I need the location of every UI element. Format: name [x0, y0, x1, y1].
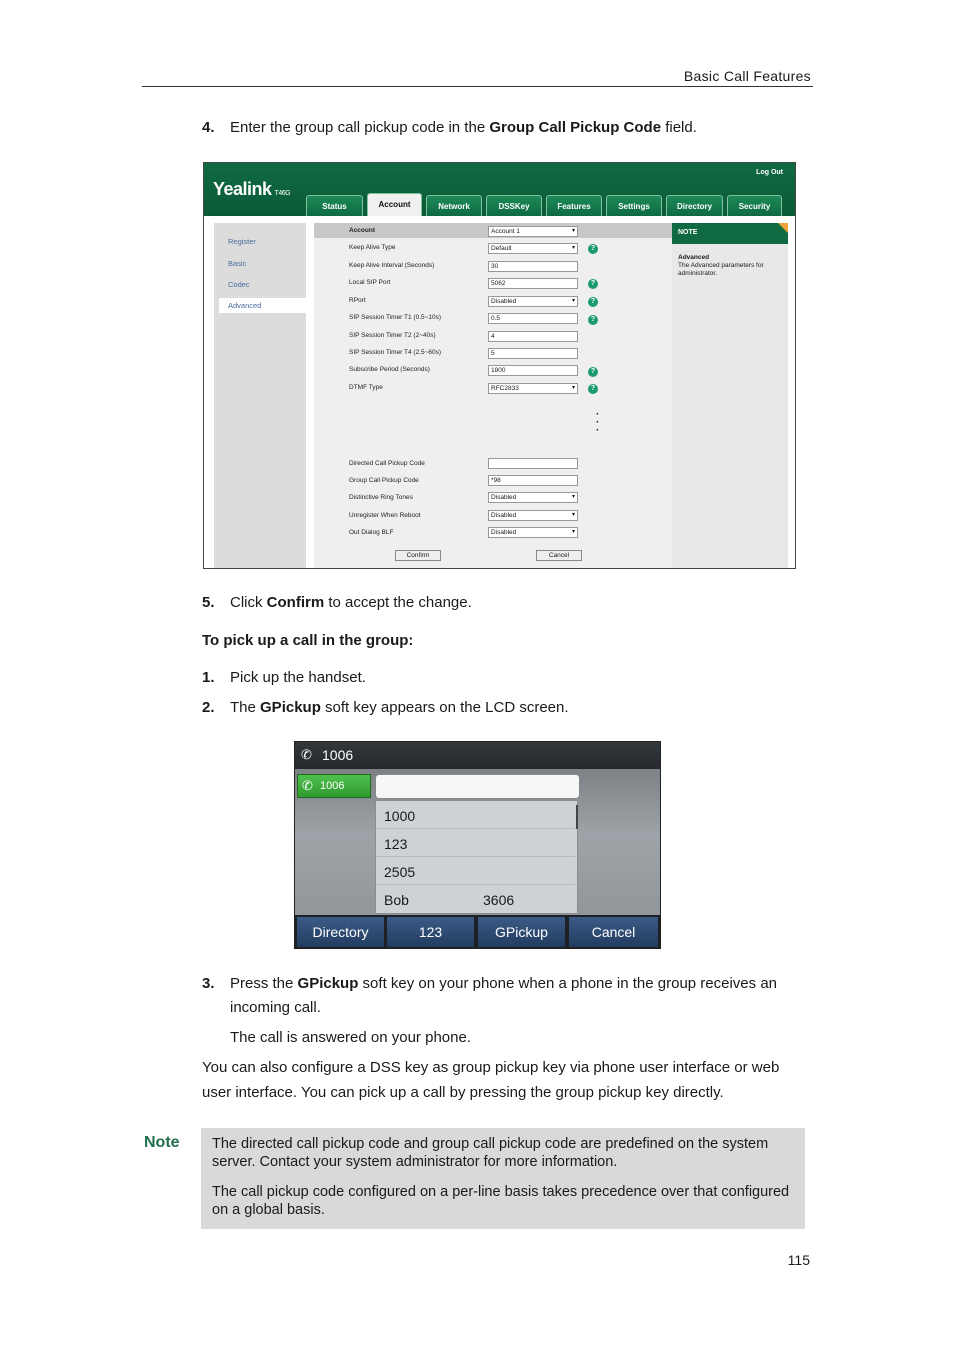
sip-timer-t1-input[interactable]: 0.5: [488, 313, 578, 324]
help-icon[interactable]: ?: [588, 315, 598, 325]
step-emphasis: Confirm: [266, 594, 325, 611]
sidebar-item-advanced[interactable]: Advanced: [219, 298, 306, 313]
softkey-cancel[interactable]: Cancel: [569, 917, 658, 947]
field-label: Subscribe Period (Seconds): [349, 366, 430, 373]
tab-dsskey[interactable]: DSSKey: [486, 195, 542, 216]
step-number: 2.: [202, 699, 215, 716]
step-3-continuation: incoming call.: [230, 999, 321, 1016]
handset-icon: ✆: [301, 747, 312, 762]
out-dialog-blf-select[interactable]: Disabled ▾: [488, 527, 578, 538]
step-2: [202, 698, 569, 718]
note-text: The Advanced parameters for administrator.: [678, 262, 764, 277]
note-paragraph: The directed call pickup code and group call pickup code are predefined on the system server. Contact your system administrator for more information.: [212, 1136, 769, 1170]
help-icon[interactable]: ?: [588, 244, 598, 254]
dial-input[interactable]: [375, 774, 580, 799]
sidebar-item-codec[interactable]: Codec: [228, 280, 250, 289]
field-label: SIP Session Timer T1 (0.5~10s): [349, 314, 442, 321]
field-label: Keep Alive Interval (Seconds): [349, 262, 435, 269]
distinctive-ring-select[interactable]: Disabled ▾: [488, 492, 578, 503]
tab-security[interactable]: Security: [727, 195, 782, 216]
help-icon[interactable]: ?: [588, 297, 598, 307]
step-number: 3.: [202, 975, 215, 992]
web-ui-screenshot: [203, 162, 796, 569]
field-label: Out Dialog BLF: [349, 529, 394, 536]
line-key[interactable]: [297, 774, 371, 798]
advanced-form: [314, 223, 672, 569]
step-5: [202, 593, 472, 613]
line-key-label: 1006: [320, 780, 345, 792]
sidebar-item-register[interactable]: Register: [228, 237, 256, 246]
list-item[interactable]: 2505: [376, 857, 575, 885]
running-header: Basic Call Features: [683, 68, 811, 84]
softkey-123[interactable]: 123: [387, 917, 474, 947]
help-icon[interactable]: ?: [588, 367, 598, 377]
header-rule: [142, 86, 813, 87]
dtmf-type-select[interactable]: RFC2833 ▾: [488, 383, 578, 394]
field-label: Directed Call Pickup Code: [349, 460, 425, 467]
list-item[interactable]: 123: [376, 829, 575, 857]
step-text: Pick up the handset.: [230, 669, 366, 686]
help-icon[interactable]: ?: [588, 384, 598, 394]
account-label: Account: [349, 227, 375, 234]
tab-directory[interactable]: Directory: [666, 195, 723, 216]
step-text: to accept the change.: [324, 594, 472, 611]
field-label: RPort: [349, 297, 366, 304]
step-emphasis: GPickup: [297, 975, 359, 992]
subscribe-period-input[interactable]: 1800: [488, 365, 578, 376]
note-paragraph: The call pickup code configured on a per-line basis takes precedence over that configured on a global basis.: [212, 1184, 790, 1218]
field-label: Local SIP Port: [349, 279, 391, 286]
field-label: Keep Alive Type: [349, 244, 396, 251]
note-heading: NOTE: [672, 223, 788, 244]
lcd-title: 1006: [322, 747, 354, 763]
sidebar-item-basic[interactable]: Basic: [228, 259, 247, 268]
step-text: soft key appears on the LCD screen.: [320, 699, 569, 716]
cancel-button[interactable]: Cancel: [536, 550, 582, 561]
tab-status[interactable]: Status: [306, 195, 363, 216]
step-number: 1.: [202, 669, 215, 686]
web-ui-topbar: [204, 163, 795, 216]
rport-select[interactable]: Disabled ▾: [488, 296, 578, 307]
step-text: Press the: [230, 975, 298, 992]
tab-network[interactable]: Network: [426, 195, 482, 216]
help-icon[interactable]: ?: [588, 279, 598, 289]
step-number: 5.: [202, 594, 215, 611]
step-text: soft key on your phone when a phone in the group receives an: [358, 975, 778, 992]
local-sip-port-input[interactable]: 5062: [488, 278, 578, 289]
note-corner-icon: [778, 223, 788, 233]
step-text: Enter the group call pickup code in the: [230, 119, 490, 136]
web-ui-sidebar: [214, 223, 306, 569]
sip-timer-t4-input[interactable]: 5: [488, 348, 578, 359]
field-label: Distinctive Ring Tones: [349, 494, 413, 501]
page-number: 115: [787, 1252, 810, 1268]
tab-account[interactable]: Account: [367, 193, 422, 216]
step-text: The: [230, 699, 261, 716]
account-select[interactable]: Account 1 ▾: [488, 226, 578, 237]
softkey-gpickup[interactable]: GPickup: [478, 917, 565, 947]
step-1: [202, 668, 366, 688]
step-text: Click: [230, 594, 267, 611]
note-box: [201, 1128, 805, 1229]
confirm-button[interactable]: Confirm: [395, 550, 441, 561]
body-paragraph: You can also configure a DSS key as group pickup key via phone user interface or web user interface. You can pick up a call by pressing the group pickup key directly.: [202, 1059, 780, 1101]
field-label: DTMF Type: [349, 384, 383, 391]
logout-link[interactable]: Log Out: [756, 169, 783, 176]
note-label: Note: [144, 1134, 180, 1151]
ellipsis-dots: · · ·: [596, 409, 600, 436]
lcd-title-bar: [295, 742, 660, 769]
softkey-directory[interactable]: Directory: [297, 917, 384, 947]
field-label: Group Call Pickup Code: [349, 477, 419, 484]
step-text: field.: [661, 119, 697, 136]
field-label: Unregister When Reboot: [349, 512, 421, 519]
web-ui-note-panel: [672, 223, 788, 569]
step-4: [202, 118, 697, 138]
directed-call-pickup-input[interactable]: [488, 458, 578, 469]
list-item[interactable]: 1000: [376, 801, 575, 829]
list-item[interactable]: Bob 3606: [384, 892, 515, 908]
keep-alive-interval-input[interactable]: 30: [488, 261, 578, 272]
group-call-pickup-input[interactable]: *98: [488, 475, 578, 486]
sip-timer-t2-input[interactable]: 4: [488, 331, 578, 342]
section-subheading: To pick up a call in the group:: [202, 632, 414, 649]
tab-settings[interactable]: Settings: [606, 195, 662, 216]
softkey-bar: [295, 915, 660, 949]
handset-icon: ✆: [302, 778, 313, 793]
step-emphasis: Group Call Pickup Code: [489, 119, 662, 136]
yealink-logo: Yealink T46G: [213, 179, 291, 199]
search-result-list: [375, 800, 578, 914]
step-3-result: The call is answered on your phone.: [230, 1029, 471, 1046]
scrollbar[interactable]: [576, 805, 578, 829]
step-emphasis: GPickup: [260, 699, 321, 716]
phone-lcd-screenshot: [294, 741, 661, 949]
step-number: 4.: [202, 119, 215, 136]
step-3: [202, 974, 777, 994]
field-label: SIP Session Timer T4 (2.5~60s): [349, 349, 442, 356]
tab-features[interactable]: Features: [546, 195, 602, 216]
keep-alive-type-select[interactable]: Default ▾: [488, 243, 578, 254]
field-label: SIP Session Timer T2 (2~40s): [349, 332, 436, 339]
note-title: Advanced: [678, 254, 710, 261]
unregister-reboot-select[interactable]: Disabled ▾: [488, 510, 578, 521]
